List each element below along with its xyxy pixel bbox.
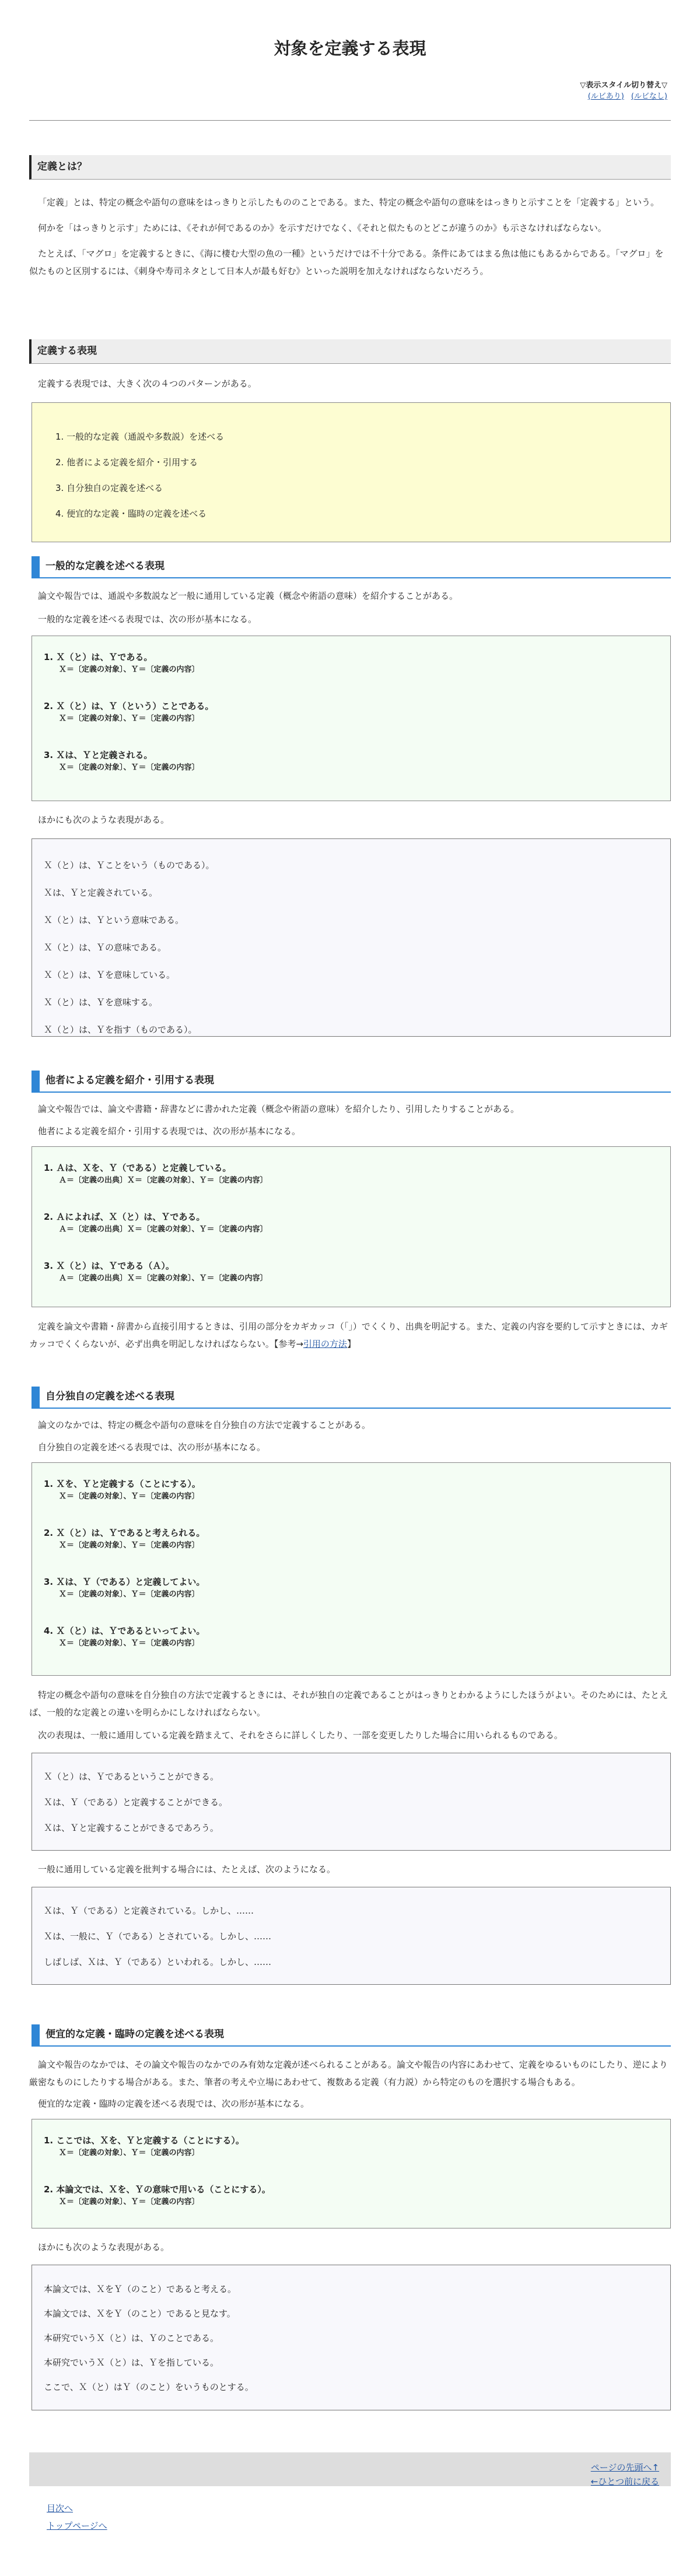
- example-line: しばしば、Ｘは、Ｙ（である）といわれる。しかし、……: [44, 1957, 272, 1967]
- pattern-main: 2. 本論文では、Ｘを、Ｙの意味で用いる（ことにする）。: [44, 2184, 271, 2195]
- pattern-sub: Ｘ＝〔定義の対象〕、Ｙ＝〔定義の内容〕: [59, 1639, 200, 1648]
- example-box: [32, 1753, 671, 1851]
- home-link[interactable]: トップページへ: [47, 2521, 107, 2531]
- section-general-definition: [29, 556, 671, 1037]
- paragraph: 「定義」とは、特定の概念や語句の意味をはっきりと示したもののことである。また、特定の概念や語句の意味をはっきりと示すことを「定義する」という。: [38, 197, 660, 208]
- to-top-link[interactable]: ページの先頭へ↑: [590, 2462, 659, 2473]
- paragraph: 論文や報告のなかでは、その論文や報告のなかでのみ有効な定義が述べられることがある。論文や報告の内容にあわせて、定義をゆるいものにしたり、逆により厳密なものにしたりする場合がある。また、筆者の考えや立場にあわせて、複数ある定義（有力説）から特定のものを選択する場合もある。: [29, 2059, 668, 2087]
- section-expressions: [29, 339, 671, 542]
- example-line: Ｘ（と）は、Ｙであるということができる。: [44, 1771, 219, 1782]
- example-line: Ｘ（と）は、Ｙの意味である。: [44, 942, 167, 953]
- example-line: Ｘ（と）は、Ｙを意味する。: [44, 997, 158, 1008]
- pattern-sub: Ｘ＝〔定義の対象〕、Ｙ＝〔定義の内容〕: [59, 1590, 200, 1599]
- citation-method-link[interactable]: 引用の方法: [303, 1339, 347, 1349]
- pattern-sub: Ｘ＝〔定義の対象〕、Ｙ＝〔定義の内容〕: [59, 2198, 200, 2206]
- example-line: Ｘは、Ｙ（である）と定義することができる。: [44, 1797, 228, 1808]
- pattern-item: 2. 他者による定義を紹介・引用する: [55, 457, 198, 468]
- bottom-nav: [47, 2501, 700, 2533]
- example-line: Ｘは、一般に、Ｙ（である）とされている。しかし、……: [44, 1931, 272, 1942]
- pattern-sub: Ａ＝〔定義の出典〕Ｘ＝〔定義の対象〕、Ｙ＝〔定義の内容〕: [59, 1274, 268, 1283]
- pattern-main: 1. Ｘ（と）は、Ｙである。: [44, 652, 153, 662]
- example-line: 本研究でいうＸ（と）は、Ｙを指している。: [44, 2357, 219, 2368]
- toggle-label: ▽表示スタイル切り替え▽: [580, 81, 667, 90]
- example-line: Ｘは、Ｙと定義することができるであろう。: [44, 1823, 219, 1833]
- pattern-box: [32, 1146, 671, 1307]
- pattern-sub: Ｘ＝〔定義の対象〕、Ｙ＝〔定義の内容〕: [59, 763, 200, 772]
- page-title: 対象を定義する表現: [274, 38, 426, 58]
- example-line: 本論文では、ＸをＹ（のこと）であると考える。: [44, 2284, 237, 2294]
- paragraph: 定義する表現では、大きく次の４つのパターンがある。: [38, 378, 257, 389]
- citation-text: 定義を論文や書籍・辞書から直接引用するときは、引用の部分をカギカッコ（「」）でくくり、出典を明記する。また、定義の内容を要約して示すときには、カギカッコでくくらないが、必ず出典を明記しなければならない。【参考→: [29, 1321, 668, 1349]
- example-line: Ｘ（と）は、Ｙという意味である。: [44, 915, 184, 925]
- section-definition: [29, 155, 671, 280]
- example-line: Ｘは、Ｙと定義されている。: [44, 887, 158, 898]
- pattern-sub: Ｘ＝〔定義の対象〕、Ｙ＝〔定義の内容〕: [59, 665, 200, 674]
- page-footer: [29, 2452, 671, 2486]
- paragraph: [29, 1318, 671, 1353]
- pattern-item: 1. 一般的な定義（通説や多数説）を述べる: [55, 431, 225, 442]
- paragraph: ほかにも次のような表現がある。: [38, 815, 170, 825]
- pattern-item: 3. 自分独自の定義を述べる: [55, 483, 163, 493]
- paragraph: 論文や報告では、通説や多数説など一般に通用している定義（概念や術語の意味）を紹介することがある。: [38, 591, 459, 601]
- section-temporary-definition: [29, 2024, 671, 2410]
- pattern-main: 4. Ｘ（と）は、Ｙであるといってよい。: [44, 1626, 205, 1636]
- subsection-heading: 他者による定義を紹介・引用する表現: [32, 1071, 671, 1093]
- example-line: ここで、Ｘ（と）はＹ（のこと）をいうものとする。: [44, 2382, 254, 2392]
- example-box: [32, 838, 671, 1037]
- pattern-main: 3. Ｘは、Ｙ（である）と定義してよい。: [44, 1577, 205, 1587]
- paragraph: 次の表現は、一般に通用している定義を踏まえて、それをさらに詳しくしたり、一部を変更したりした場合に用いられるものである。: [38, 1730, 563, 1740]
- pattern-list: [32, 402, 671, 542]
- paragraph: 便宜的な定義・臨時の定義を述べる表現では、次の形が基本になる。: [38, 2098, 310, 2109]
- pattern-box: [32, 2119, 671, 2228]
- paragraph: 他者による定義を紹介・引用する表現では、次の形が基本になる。: [38, 1126, 301, 1136]
- pattern-sub: Ａ＝〔定義の出典〕Ｘ＝〔定義の対象〕、Ｙ＝〔定義の内容〕: [59, 1176, 268, 1185]
- pattern-main: 1. Ｘを、Ｙと定義する（ことにする）。: [44, 1479, 201, 1489]
- pattern-sub: Ｘ＝〔定義の対象〕、Ｙ＝〔定義の内容〕: [59, 714, 200, 723]
- section-original-definition: [29, 1387, 671, 1985]
- subsection-heading: 便宜的な定義・臨時の定義を述べる表現: [32, 2024, 671, 2047]
- paragraph: 一般に通用している定義を批判する場合には、たとえば、次のようになる。: [38, 1864, 336, 1875]
- pattern-main: 2. Ｘ（と）は、Ｙ（という）ことである。: [44, 701, 214, 711]
- display-style-toggle: [29, 80, 671, 106]
- citation-end: 】: [346, 1339, 356, 1349]
- example-line: 本研究でいうＸ（と）は、Ｙのことである。: [44, 2333, 219, 2343]
- example-line: Ｘ（と）は、Ｙを指す（ものである）。: [44, 1024, 197, 1035]
- paragraph: 一般的な定義を述べる表現では、次の形が基本になる。: [38, 614, 257, 624]
- example-line: Ｘ（と）は、Ｙことをいう（ものである）。: [44, 860, 215, 871]
- pattern-sub: Ａ＝〔定義の出典〕Ｘ＝〔定義の対象〕、Ｙ＝〔定義の内容〕: [59, 1225, 268, 1234]
- paragraph: 何かを「はっきりと示す」ためには、《それが何であるのか》を示すだけでなく、《それと似たものとどこが違うのか》も示さなければならない。: [38, 223, 607, 233]
- pattern-main: 1. ここでは、Ｘを、Ｙと定義する（ことにする）。: [44, 2135, 244, 2146]
- paragraph: 自分独自の定義を述べる表現では、次の形が基本になる。: [38, 1442, 266, 1452]
- pattern-box: [32, 636, 671, 801]
- example-line: Ｘは、Ｙ（である）と定義されている。しかし、……: [44, 1905, 254, 1916]
- pattern-main: 2. Ａによれば、Ｘ（と）は、Ｙである。: [44, 1212, 205, 1222]
- pattern-main: 3. Ｘ（と）は、Ｙである（Ａ）。: [44, 1261, 174, 1271]
- pattern-main: 1. Ａは、Ｘを、Ｙ（である）と定義している。: [44, 1163, 232, 1173]
- pattern-sub: Ｘ＝〔定義の対象〕、Ｙ＝〔定義の内容〕: [59, 1492, 200, 1501]
- pattern-main: 2. Ｘ（と）は、Ｙであると考えられる。: [44, 1528, 205, 1538]
- paragraph: 論文のなかでは、特定の概念や語句の意味を自分独自の方法で定義することがある。: [38, 1420, 371, 1430]
- pattern-sub: Ｘ＝〔定義の対象〕、Ｙ＝〔定義の内容〕: [59, 2149, 200, 2157]
- section-others-definition: [29, 1071, 671, 1353]
- ruby-on-link[interactable]: (ルビあり): [587, 92, 624, 101]
- section-heading: 定義する表現: [29, 339, 671, 364]
- example-box: [32, 2265, 671, 2410]
- paragraph: ほかにも次のような表現がある。: [38, 2242, 170, 2252]
- ruby-off-link[interactable]: (ルビなし): [631, 92, 667, 101]
- pattern-box: [32, 1462, 671, 1676]
- back-link[interactable]: ←ひとつ前に戻る: [590, 2476, 659, 2487]
- example-line: 本論文では、ＸをＹ（のこと）であると見なす。: [44, 2308, 236, 2319]
- example-box: [32, 1887, 671, 1985]
- pattern-item: 4. 便宜的な定義・臨時の定義を述べる: [55, 508, 207, 519]
- example-line: Ｘ（と）は、Ｙを意味している。: [44, 970, 176, 980]
- paragraph: 特定の概念や語句の意味を自分独自の方法で定義するときには、それが独自の定義であることがはっきりとわかるようにしたほうがよい。そのためには、たとえば、一般的な定義との違いを明らかにしなければならない。: [29, 1690, 668, 1718]
- divider: [29, 120, 671, 121]
- index-link[interactable]: 目次へ: [47, 2503, 74, 2514]
- subsection-heading: 自分独自の定義を述べる表現: [32, 1387, 671, 1409]
- paragraph: たとえば、「マグロ」を定義するときに、《海に棲む大型の魚の一種》というだけでは不十分である。条件にあてはまる魚は他にもあるからである。「マグロ」を似たものと区別するには、《刺身や寿司ネタとして日本人が最も好む》といった説明を加えなければならないだろう。: [29, 248, 664, 276]
- section-heading: 定義とは？: [29, 155, 671, 180]
- subsection-heading: 一般的な定義を述べる表現: [32, 556, 671, 578]
- pattern-sub: Ｘ＝〔定義の対象〕、Ｙ＝〔定義の内容〕: [59, 1541, 200, 1550]
- pattern-main: 3. Ｘは、Ｙと定義される。: [44, 750, 153, 760]
- paragraph: 論文や報告では、論文や書籍・辞書などに書かれた定義（概念や術語の意味）を紹介したり、引用したりすることがある。: [38, 1104, 520, 1114]
